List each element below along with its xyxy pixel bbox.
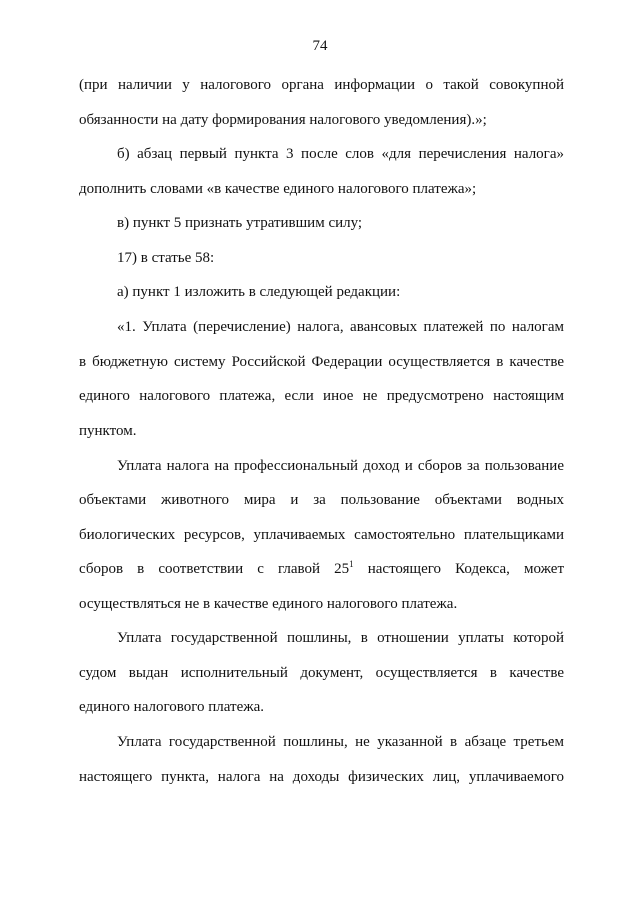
- text-line: судом выдан исполнительный документ, осуществляется в качестве: [79, 665, 564, 681]
- superscript: 1: [349, 559, 354, 569]
- text-line: в бюджетную систему Российской Федерации осуществляется в качестве: [79, 354, 564, 370]
- text-line: осуществляться не в качестве единого налогового платежа.: [79, 596, 458, 612]
- text-line: Уплата налога на профессиональный доход и сборов за пользование: [117, 458, 564, 474]
- text-line: пунктом.: [79, 423, 137, 439]
- text-line: настоящего пункта, налога на доходы физических лиц, уплачиваемого: [79, 769, 564, 785]
- text-line: дополнить словами «в качестве единого налогового платежа»;: [79, 181, 477, 197]
- page-number: 74: [312, 38, 328, 54]
- text-segment: настоящего Кодекса, может: [367, 561, 565, 577]
- text-line: «1. Уплата (перечисление) налога, авансовых платежей по налогам: [117, 319, 564, 335]
- text-line: биологических ресурсов, уплачиваемых самостоятельно плательщиками: [79, 527, 564, 543]
- text-segment: сборов в соответствии с главой 25: [79, 561, 350, 577]
- text-line: в) пункт 5 признать утратившим силу;: [117, 215, 363, 231]
- text-line: [79, 560, 564, 578]
- text-line: объектами животного мира и за пользование объектами водных: [79, 492, 564, 508]
- text-line: единого налогового платежа, если иное не предусмотрено настоящим: [79, 388, 564, 404]
- text-line: 17) в статье 58:: [117, 250, 215, 266]
- text-line: обязанности на дату формирования налогового уведомления).»;: [79, 112, 487, 128]
- text-line: (при наличии у налогового органа информации о такой совокупной: [79, 77, 564, 93]
- text-line: Уплата государственной пошлины, в отношении уплаты которой: [117, 630, 564, 646]
- text-line: Уплата государственной пошлины, не указанной в абзаце третьем: [117, 734, 564, 750]
- text-line: единого налогового платежа.: [79, 699, 265, 715]
- text-line: а) пункт 1 изложить в следующей редакции:: [117, 284, 401, 300]
- text-line: б) абзац первый пункта 3 после слов «для перечисления налога»: [117, 146, 564, 162]
